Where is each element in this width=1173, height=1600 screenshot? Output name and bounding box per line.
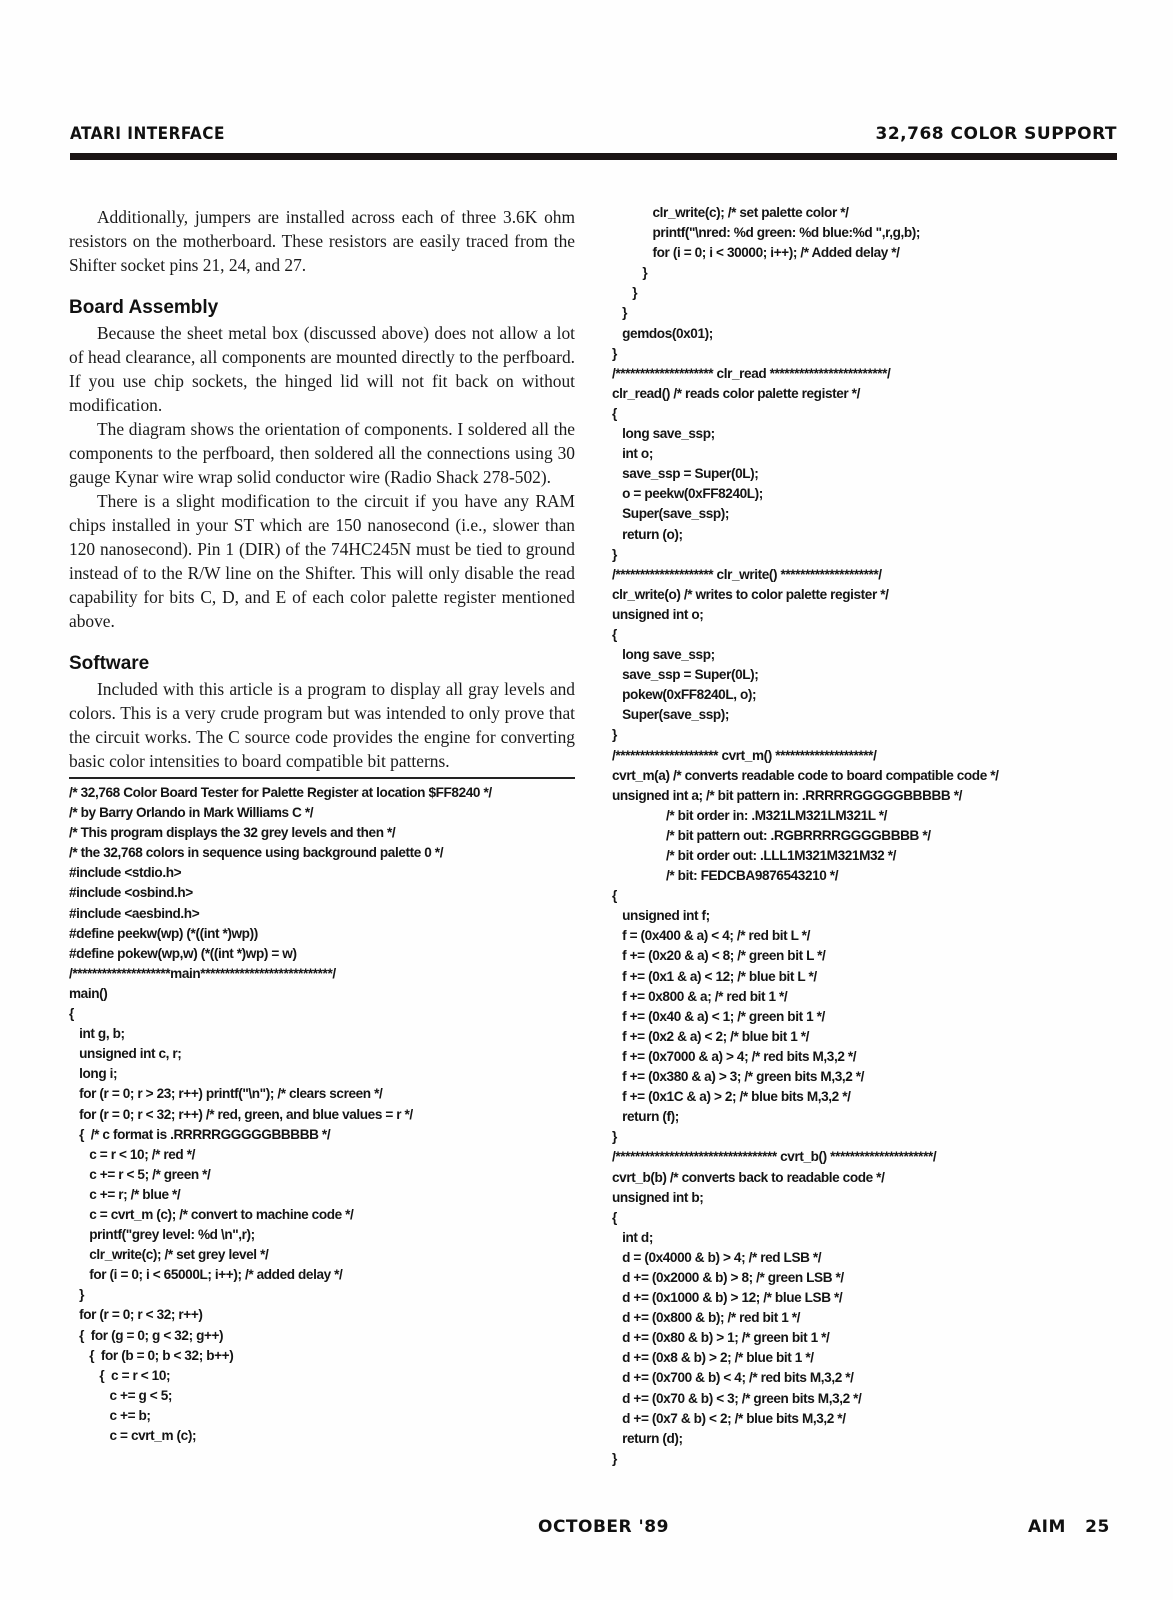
code-line: int o;: [612, 446, 653, 462]
code-line: { c = r < 10;: [69, 1367, 171, 1383]
code-line: {: [612, 405, 617, 421]
code-line: o = peekw(0xFF8240L);: [612, 486, 763, 502]
code-line: {: [612, 888, 617, 904]
code-line: f += (0x7000 & a) > 4; /* red bits M,3,2 */: [612, 1048, 857, 1064]
code-line: for (i = 0; i < 30000; i++); /* Added delay */: [612, 245, 900, 261]
running-header: [70, 124, 1117, 148]
code-line: clr_read() /* reads color palette register */: [612, 385, 860, 401]
code-line: cvrt_b(b) /* converts back to readable code */: [612, 1169, 885, 1185]
code-line: save_ssp = Super(0L);: [612, 466, 759, 482]
code-listing-part-1: [69, 783, 575, 1446]
code-line: for (i = 0; i < 65000L; i++); /* added delay */: [69, 1267, 343, 1283]
code-line: f += 0x800 & a; /* red bit 1 */: [612, 988, 788, 1004]
code-line: }: [612, 727, 617, 743]
code-line: d += (0x2000 & b) > 8; /* green LSB */: [612, 1269, 844, 1285]
code-line: d = (0x4000 & b) > 4; /* red LSB */: [612, 1249, 822, 1265]
code-line: /******************** clr_read ************************/: [612, 365, 891, 381]
code-line: #include <aesbind.h>: [69, 905, 200, 921]
code-line: d += (0x1000 & b) > 12; /* blue LSB */: [612, 1290, 843, 1306]
code-line: /* This program displays the 32 grey levels and then */: [69, 825, 396, 841]
code-line: /* 32,768 Color Board Tester for Palette Register at location $FF8240 */: [69, 785, 492, 800]
code-line: pokew(0xFF8240L, o);: [612, 687, 757, 703]
code-line: {: [612, 626, 617, 642]
code-line: gemdos(0x01);: [612, 325, 713, 341]
code-line: long save_ssp;: [612, 426, 715, 442]
code-line: }: [612, 285, 638, 301]
code-line: d += (0x7 & b) < 2; /* blue bits M,3,2 */: [612, 1410, 846, 1426]
folio: [1028, 1517, 1110, 1537]
code-line: for (r = 0; r < 32; r++) /* red, green, and blue values = r */: [69, 1106, 413, 1122]
page-number: 25: [1085, 1517, 1110, 1537]
software-paragraph: Included with this article is a program to display all gray levels and colors. This is a very crude program but was intended to only prove that the circuit works. The C source code provides the engine for converting basic color intensities to board compatible bit patterns.: [69, 679, 575, 771]
section-title: ATARI INTERFACE: [70, 124, 225, 144]
code-line: return (d);: [612, 1430, 683, 1446]
code-line: #include <stdio.h>: [69, 865, 182, 881]
code-line: /* bit order in: .M321LM321LM321L */: [612, 807, 888, 823]
code-line: save_ssp = Super(0L);: [612, 667, 759, 683]
code-line: #define pokew(wp,w) (*((int *)wp) = w): [69, 945, 297, 961]
code-line: /* bit order out: .LLL1M321M321M32 */: [612, 848, 896, 863]
code-line: d += (0x8 & b) > 2; /* blue bit 1 */: [612, 1350, 814, 1366]
code-line: d += (0x80 & b) > 1; /* green bit 1 */: [612, 1330, 830, 1346]
code-line: c += b;: [69, 1407, 151, 1423]
code-line: d += (0x700 & b) < 4; /* red bits M,3,2 */: [612, 1370, 854, 1386]
code-line: c += r; /* blue */: [69, 1186, 181, 1202]
code-line: cvrt_m(a) /* converts readable code to board compatible code */: [612, 767, 999, 783]
code-line: }: [612, 546, 617, 562]
code-line: #include <osbind.h>: [69, 885, 193, 901]
article-title: 32,768 COLOR SUPPORT: [875, 124, 1117, 144]
code-line: }: [69, 1287, 85, 1303]
code-line: /* by Barry Orlando in Mark Williams C */: [69, 805, 314, 821]
code-line: c += g < 5;: [69, 1387, 172, 1403]
code-line: for (r = 0; r > 23; r++) printf("\n"); /* clears screen */: [69, 1086, 383, 1102]
code-line: unsigned int o;: [612, 606, 704, 622]
code-line: clr_write(c); /* set grey level */: [69, 1247, 269, 1263]
header-rule: [70, 153, 1117, 160]
code-line: f = (0x400 & a) < 4; /* red bit L */: [612, 928, 810, 944]
code-line: }: [612, 305, 628, 321]
code-line: f += (0x1 & a) < 12; /* blue bit L */: [612, 968, 817, 984]
code-line: }: [612, 265, 648, 281]
code-line: /* the 32,768 colors in sequence using background palette 0 */: [69, 845, 444, 861]
code-line: {: [69, 1006, 74, 1022]
code-line: int d;: [612, 1229, 653, 1245]
code-line: #define peekw(wp) (*((int *)wp)): [69, 925, 258, 941]
code-line: f += (0x40 & a) < 1; /* green bit 1 */: [612, 1008, 825, 1024]
code-line: }: [612, 1450, 617, 1466]
board-assembly-heading: Board Assembly: [69, 297, 219, 318]
code-line: Super(save_ssp);: [612, 707, 730, 723]
intro-paragraph: Additionally, jumpers are installed across each of three 3.6K ohm resistors on the motherboard. These resistors are easily traced from the Shifter socket pins 21, 24, and 27.: [69, 207, 575, 275]
right-column: [612, 203, 1122, 1469]
code-listing-rule: [69, 777, 575, 779]
code-line: long save_ssp;: [612, 647, 715, 663]
code-line: int g, b;: [69, 1026, 125, 1042]
code-line: /* bit pattern out: .RGBRRRRGGGGBBBB */: [612, 827, 931, 843]
code-line: /********************* cvrt_m() ********************/: [612, 747, 877, 763]
code-line: { for (b = 0; b < 32; b++): [69, 1347, 234, 1363]
software-heading: Software: [69, 653, 150, 674]
code-line: f += (0x380 & a) > 3; /* green bits M,3,2 */: [612, 1069, 865, 1085]
code-line: /********************main***************************/: [69, 965, 336, 981]
code-line: f += (0x1C & a) > 2; /* blue bits M,3,2 */: [612, 1089, 851, 1105]
left-column: [69, 205, 575, 1446]
code-line: printf("\nred: %d green: %d blue:%d ",r,g,b);: [612, 225, 921, 241]
code-line: unsigned int a; /* bit pattern in: .RRRRRGGGGGBBBBB */: [612, 787, 962, 803]
code-line: unsigned int f;: [612, 908, 710, 924]
code-line: unsigned int c, r;: [69, 1046, 182, 1062]
code-line: /******************** clr_write() ********************/: [612, 566, 882, 582]
code-line: }: [612, 345, 617, 361]
code-line: d += (0x800 & b); /* red bit 1 */: [612, 1310, 801, 1326]
code-line: main(): [69, 985, 108, 1001]
code-line: c += r < 5; /* green */: [69, 1166, 211, 1182]
code-line: for (r = 0; r < 32; r++): [69, 1307, 203, 1323]
code-line: d += (0x70 & b) < 3; /* green bits M,3,2 */: [612, 1390, 862, 1406]
code-line: return (o);: [612, 526, 683, 542]
code-line: clr_write(o) /* writes to color palette register */: [612, 586, 889, 602]
code-listing-part-2: [612, 203, 1122, 1469]
code-line: c = cvrt_m (c);: [69, 1428, 197, 1443]
code-line: c = cvrt_m (c); /* convert to machine code */: [69, 1206, 354, 1222]
code-line: }: [612, 1129, 617, 1145]
board-assembly-paragraph: Because the sheet metal box (discussed above) does not allow a lot of head clearance, all components are mounted directly to the perfboard. If you use chip sockets, the hinged lid will not fit back on without modification.: [69, 323, 575, 415]
code-line: { /* c format is .RRRRRGGGGGBBBBB */: [69, 1126, 331, 1142]
issue-date: OCTOBER '89: [538, 1517, 669, 1537]
code-line: {: [612, 1209, 617, 1225]
code-line: f += (0x2 & a) < 2; /* blue bit 1 */: [612, 1028, 810, 1044]
code-line: printf("grey level: %d \n",r);: [69, 1227, 255, 1243]
code-line: Super(save_ssp);: [612, 506, 730, 522]
code-line: return (f);: [612, 1109, 679, 1125]
magazine-name: AIM: [1028, 1517, 1066, 1537]
board-assembly-paragraph: There is a slight modification to the circuit if you have any RAM chips installed in your ST which are 150 nanosecond (i.e., slower than 120 nanosecond). Pin 1 (DIR) of the 74HC245N must be tied to ground instead of to the R/W line on the Shifter. This will only disable the read capability for bits C, D, and E of each color palette register mentioned above.: [69, 491, 575, 631]
code-line: /********************************* cvrt_b() *********************/: [612, 1149, 937, 1165]
code-line: c = r < 10; /* red */: [69, 1146, 195, 1162]
board-assembly-paragraph: The diagram shows the orientation of components. I soldered all the components to the perfboard, then soldered all the connections using 30 gauge Kynar wire wrap solid conductor wire (Radio Shack 278-502).: [69, 419, 575, 487]
code-line: { for (g = 0; g < 32; g++): [69, 1327, 224, 1343]
code-line: clr_write(c); /* set palette color */: [612, 205, 849, 220]
code-line: /* bit: FEDCBA9876543210 */: [612, 868, 839, 884]
code-line: f += (0x20 & a) < 8; /* green bit L */: [612, 948, 826, 964]
code-line: unsigned int b;: [612, 1189, 704, 1205]
code-line: long i;: [69, 1066, 118, 1082]
